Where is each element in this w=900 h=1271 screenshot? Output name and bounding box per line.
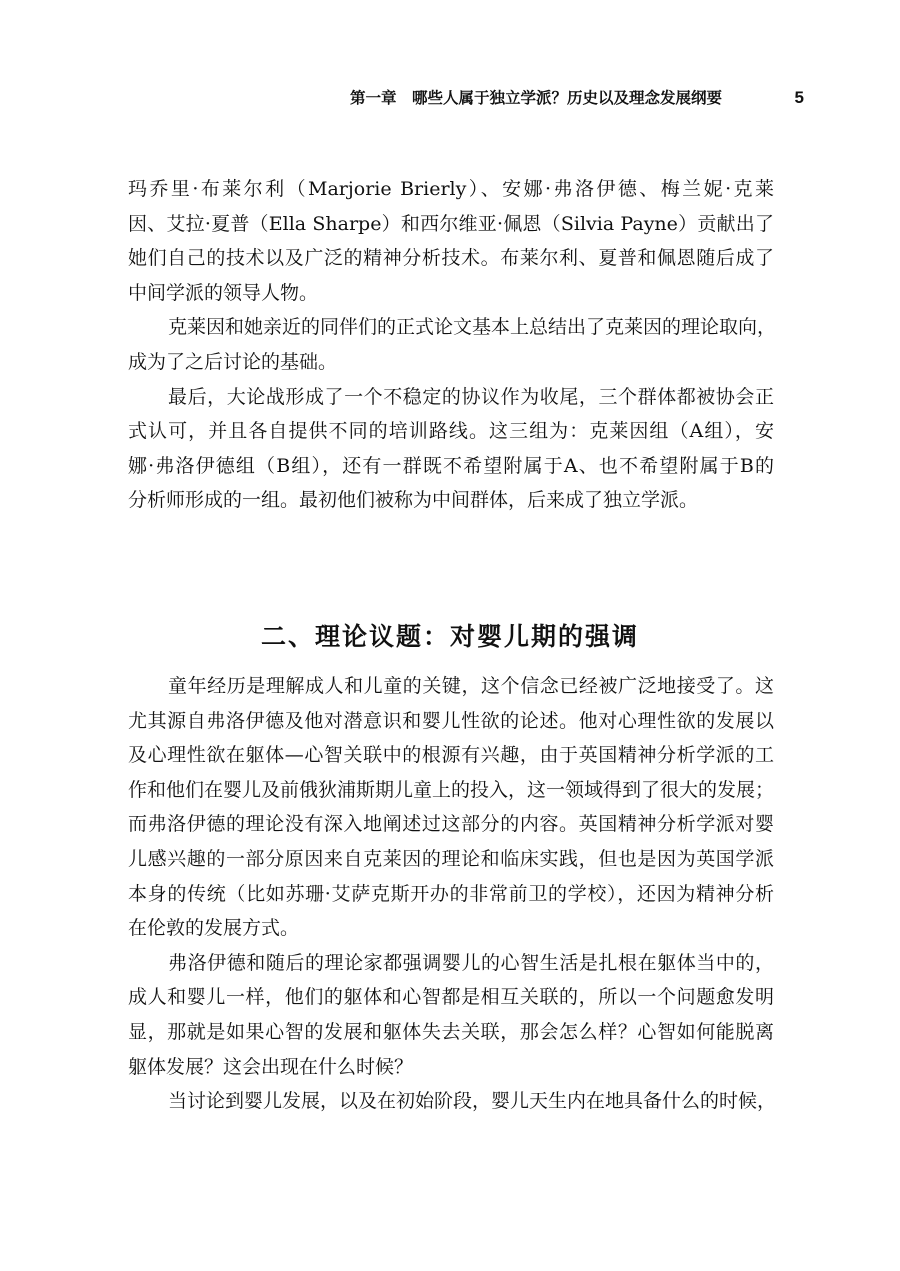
text-line: 本身的传统（比如苏珊·艾萨克斯开办的非常前卫的学校），还因为精神分析 [128, 882, 774, 905]
text-line: 儿感兴趣的一部分原因来自克莱因的理论和临床实践，但也是因为英国学派 [128, 847, 774, 870]
text-line: 她们自己的技术以及广泛的精神分析技术。布莱尔利、夏普和佩恩随后成了 [128, 247, 774, 270]
text-line: 中间学派的领导人物。 [128, 281, 319, 304]
paragraph [128, 669, 774, 946]
paragraph [128, 946, 774, 1084]
text-line: 作和他们在婴儿及前俄狄浦斯期儿童上的投入，这一领域得到了很大的发展； [128, 778, 775, 801]
running-header [350, 83, 810, 113]
text-line: 因、艾拉·夏普（Ella Sharpe）和西尔维亚·佩恩（Silvia Payne）贡献出了 [128, 212, 774, 235]
text-line: 分析师形成的一组。最初他们被称为中间群体，后来成了独立学派。 [128, 489, 699, 512]
text-line: 及心理性欲在躯体—心智关联中的根源有兴趣，由于英国精神分析学派的工 [128, 744, 774, 767]
text-line: 最后，大论战形成了一个不稳定的协议作为收尾，三个群体都被协会正 [168, 385, 774, 408]
text-line: 显，那就是如果心智的发展和躯体失去关联，那会怎么样？心智如何能脱离 [128, 1020, 774, 1043]
paragraph [128, 380, 774, 518]
text-line: 娜·弗洛伊德组（B组），还有一群既不希望附属于A、也不希望附属于B的 [128, 454, 774, 477]
body-text-section-b [128, 669, 777, 1119]
text-line: 式认可，并且各自提供不同的培训路线。这三组为：克莱因组（A组），安 [128, 420, 774, 443]
text-line: 在伦敦的发展方式。 [128, 917, 300, 940]
text-line: 尤其源自弗洛伊德及他对潜意识和婴儿性欲的论述。他对心理性欲的发展以 [128, 709, 774, 732]
paragraph [128, 172, 774, 310]
body-text-section-a [128, 172, 777, 518]
text-line: 克莱因和她亲近的同伴们的正式论文基本上总结出了克莱因的理论取向， [168, 316, 777, 339]
section-heading: 二、理论议题：对婴儿期的强调 [260, 621, 639, 651]
text-line: 躯体发展？这会出现在什么时候？ [128, 1055, 414, 1078]
paragraph [128, 1084, 777, 1119]
text-line: 当讨论到婴儿发展，以及在初始阶段，婴儿天生内在地具备什么的时候， [168, 1090, 777, 1113]
text-line: 成人和婴儿一样，他们的躯体和心智都是相互关联的，所以一个问题愈发明 [128, 986, 774, 1009]
text-line: 玛乔里·布莱尔利（Marjorie Brierly）、安娜·弗洛伊德、梅兰妮·克莱 [128, 178, 774, 200]
paragraph [128, 310, 777, 379]
text-line: 成为了之后讨论的基础。 [128, 350, 338, 373]
text-line: 弗洛伊德和随后的理论家都强调婴儿的心智生活是扎根在躯体当中的， [168, 951, 774, 974]
chapter-title: 第一章 哪些人属于独立学派？历史以及理念发展纲要 [350, 89, 723, 107]
text-line: 而弗洛伊德的理论没有深入地阐述过这部分的内容。英国精神分析学派对婴 [128, 813, 774, 836]
text-line: 童年经历是理解成人和儿童的关键，这个信念已经被广泛地接受了。这 [168, 675, 774, 697]
page-number: 5 [794, 88, 804, 107]
